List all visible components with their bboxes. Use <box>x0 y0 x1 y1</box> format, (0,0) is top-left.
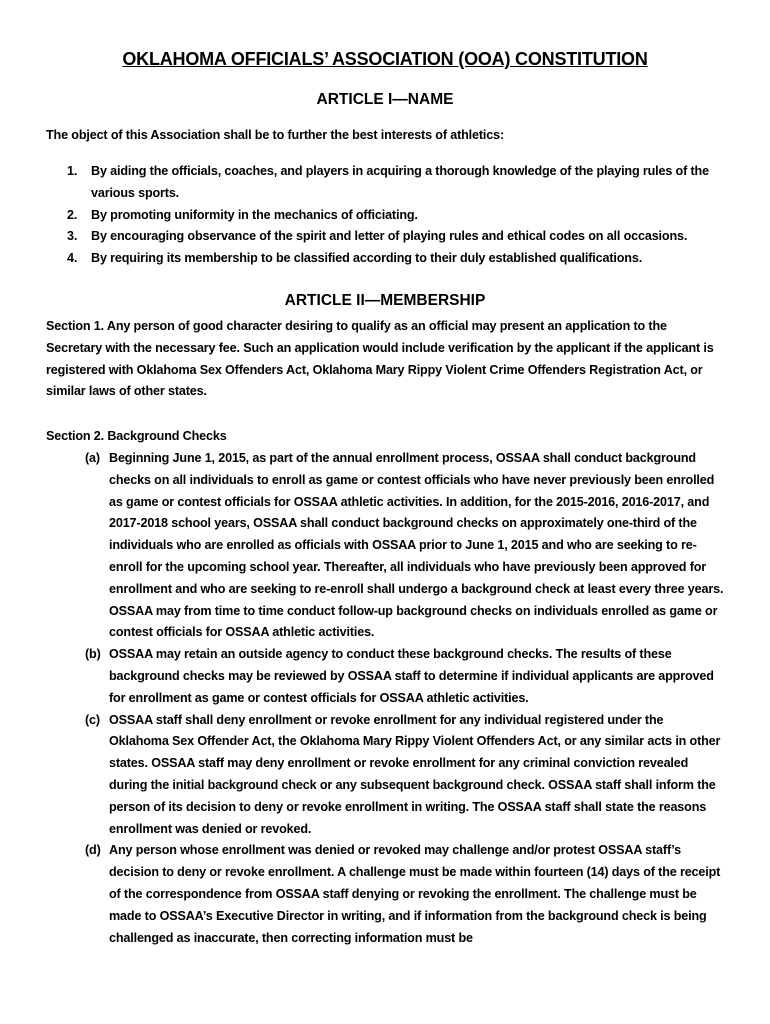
list-text: By promoting uniformity in the mechanics of officiating. <box>91 207 418 222</box>
section-1-paragraph: Section 1. Any person of good character desiring to qualify as an official may present an application to the Secretary with the necessary fee. Such an application would include verification by the applicant if the applicant is registered with Oklahoma Sex Offenders Act, Oklahoma Mary Rippy Violent Crime Offenders Registration Act, or similar laws of other states. <box>46 319 714 399</box>
list-item <box>46 205 736 227</box>
list-item <box>46 248 736 270</box>
list-text: By encouraging observance of the spirit and letter of playing rules and ethical codes on all occasions. <box>91 229 688 244</box>
list-text: By requiring its membership to be classified according to their duly established qualifications. <box>91 251 643 266</box>
sub-item-letter: (c) <box>85 712 100 727</box>
article-1-list <box>46 161 736 270</box>
article-1-heading: ARTICLE I—NAME <box>316 91 454 108</box>
sub-item-letter: (a) <box>85 451 100 465</box>
list-item <box>46 226 736 248</box>
sub-item-text: OSSAA may retain an outside agency to conduct these background checks. The results of these background checks may be reviewed by OSSAA staff to determine if individual applicants are approved for enrollment as game or contest officials for OSSAA athletic activities. <box>109 647 714 705</box>
sub-item-text: Beginning June 1, 2015, as part of the annual enrollment process, OSSAA shall conduct background checks on all individuals to enroll as game or contest officials who have never previously been enrolled as game or contest officials for OSSAA athletic activities. In addition, for the 2015-2016, 2016-2017, and 2017-2018 school years, OSSAA shall conduct background checks on approximately one-third of the individuals who are enrolled as officials with OSSAA prior to June 1, 2015 and who are seeking to re-enroll for the upcoming school year. Thereafter, all individuals who have previously been approved for enrollment and who are seeking to re-enroll shall undergo a background check at least every three years. OSSAA may from time to time conduct follow-up background checks on individuals enrolled as game or contest officials for OSSAA athletic activities. <box>109 451 724 640</box>
sub-item-letter: (d) <box>85 843 101 858</box>
sub-item-text: Any person whose enrollment was denied or revoked may challenge and/or protest OSSAA staff’s decision to deny or revoke enrollment. A challenge must be made within fourteen (14) days of the receipt of the correspondence from OSSAA staff denying or revoking the enrollment. The challenge must be made to OSSAA’s Executive Director in writing, and if information from the background check is being challenged as inaccurate, then correcting information must be <box>109 843 721 945</box>
sub-item <box>85 644 725 709</box>
document-title: OKLAHOMA OFFICIALS’ ASSOCIATION (OOA) CONSTITUTION <box>122 49 648 69</box>
list-item <box>46 161 736 205</box>
list-text: By aiding the officials, coaches, and players in acquiring a thorough knowledge of the playing rules of the various sports. <box>91 164 709 200</box>
sub-item <box>85 840 725 949</box>
list-number: 1. <box>67 164 78 178</box>
sub-item <box>85 710 725 841</box>
list-number: 2. <box>67 207 78 222</box>
sub-item-text: OSSAA staff shall deny enrollment or revoke enrollment for any individual registered under the Oklahoma Sex Offender Act, the Oklahoma Mary Rippy Violent Offenders Act, or any similar acts in other states. OSSAA staff may deny enrollment or revoke enrollment for any criminal conviction revealed during the initial background check or any subsequent background check. OSSAA staff shall inform the person of its decision to deny or revoke enrollment in writing. The OSSAA staff shall state the reasons enrollment was denied or revoked. <box>109 712 721 836</box>
list-number: 3. <box>67 229 78 244</box>
list-number: 4. <box>67 251 78 266</box>
sub-item <box>85 448 725 644</box>
article-2-heading: ARTICLE II—MEMBERSHIP <box>284 292 486 309</box>
article-1-intro: The object of this Association shall be to further the best interests of athletics: <box>46 128 505 142</box>
sub-item-letter: (b) <box>85 647 101 662</box>
section-2-heading: Section 2. Background Checks <box>46 429 227 443</box>
section-2-list <box>85 448 725 949</box>
